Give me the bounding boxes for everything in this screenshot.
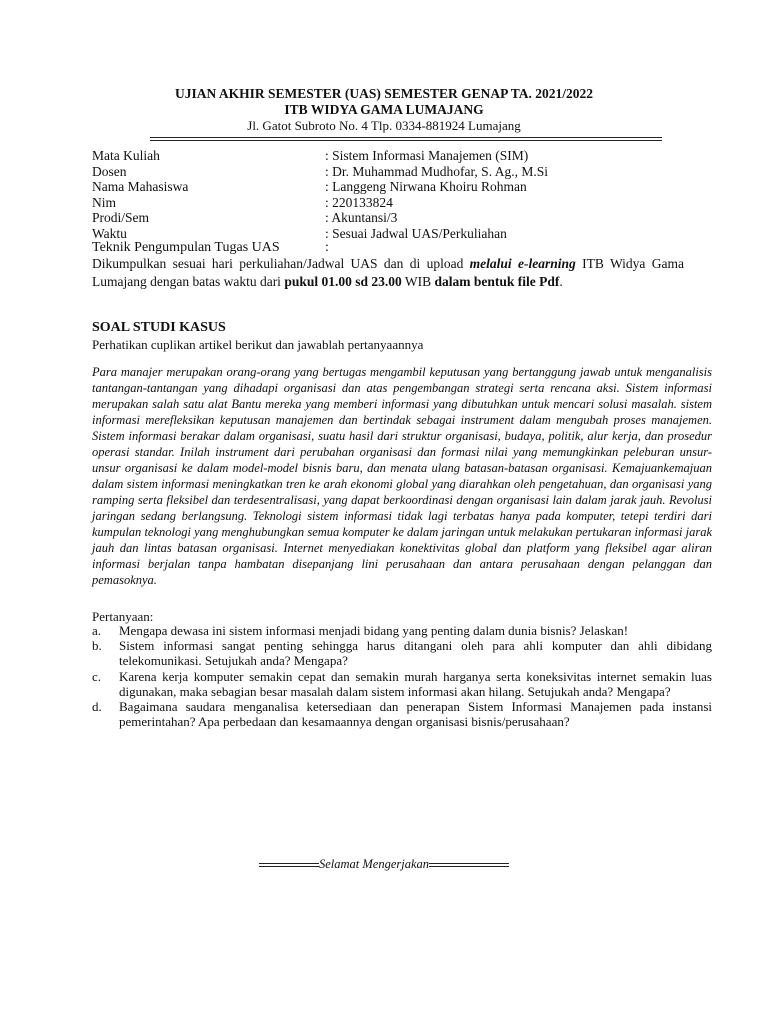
exam-info-table xyxy=(92,148,548,241)
info-row-nim xyxy=(92,195,548,211)
info-label: Nama Mahasiswa xyxy=(92,179,189,194)
question-item xyxy=(92,623,712,638)
info-value: : Dr. Muhammad Mudhofar, S. Ag., M.Si xyxy=(325,163,548,179)
info-row-prodi xyxy=(92,210,548,226)
case-study-instruction: Perhatikan cuplikan artikel berikut dan jawablah pertanyaannya xyxy=(92,337,424,352)
question-list xyxy=(92,623,712,729)
header-divider xyxy=(150,137,662,141)
info-row-lecturer xyxy=(92,164,548,180)
question-text: Karena kerja komputer semakin cepat dan semakin murah harganya serta koneksivitas internet semakin luas digunakan, maka sebagian besar masalah dalam sistem informasi akan hilang. Setujukah anda? Mengapa? xyxy=(119,668,712,699)
info-label: Nim xyxy=(92,194,117,210)
info-row-submission-technique xyxy=(92,240,329,256)
case-study-heading: SOAL STUDI KASUS xyxy=(92,320,226,335)
submission-text: . xyxy=(559,274,563,289)
question-number: d. xyxy=(92,699,102,715)
submission-text: ITB Widya Gama Lumajang dengan batas waktu dari xyxy=(92,256,684,289)
article-excerpt: Para manajer merupakan orang-orang yang bertugas mengambil keputusan yang bertanggung jawab untuk menganalisis tantangan-tantangan yang dihadapi organisasi dan atas pengembangan strategi serta rencana aksi. Sistem informasi merupakan salah satu alat Bantu mereka yang memberi informasi yang dibutuhkan untuk mencari solusi masalah. sistem informasi merefleksikan keputusan manajemen dan bertindak sebagai instrument dalam mengubah proses manajemen. Sistem informasi berakar dalam organisasi, suatu hasil dari struktur organisasi, budaya, politik, alur kerja, dan prosedur operasi standar. Inilah instrument dari perubahan organisasi dan formasi nilai yang memungkinkan peleburan unsur-unsur organisasi ke dalam model-model bisnis baru, dan menata ulang batasan-batasan organisasi. Kemajuankemajuan dalam sistem informasi meningkatkan tren ke arah ekonomi global yang diarahkan oleh pengetahuan, dan organisasi yang ramping serta fleksibel dan terdesentralisasi, yang dapat berkoordinasi dengan organisasi lain dalam jarak jauh. Revolusi jaringan sedang berlangsung. Teknologi sistem informasi tidak lagi terbatas hanya pada komputer, tetepi terdiri dari kumpulan teknologi yang menghubungkan semua komputer ke dalam jaringan untuk melakukan pertukaran informasi jarak jauh dan lintas batasan organisasi. Internet menyediakan konektivitas global dan platform yang fleksibel agar aliran informasi berjalan tanpa hambatan disepanjang lini perusahaan dan antara perusahaan dengan pelanggan dan pemasoknya. xyxy=(92,365,712,587)
submission-instructions xyxy=(92,255,684,291)
institution-address: Jl. Gatot Subroto No. 4 Tlp. 0334-881924 Lumajang xyxy=(247,118,521,133)
institution-name: ITB WIDYA GAMA LUMAJANG xyxy=(284,102,484,117)
closing-text: Selamat Mengerjakan xyxy=(318,857,430,871)
info-value: : Sistem Informasi Manajemen (SIM) xyxy=(325,148,529,163)
submission-emphasis: melalui e-learning xyxy=(469,256,576,271)
info-label: Teknik Pengumpulan Tugas UAS xyxy=(92,240,280,255)
question-item xyxy=(92,699,712,729)
question-number: a. xyxy=(92,623,102,638)
closing-rule-right xyxy=(429,863,509,867)
question-text: Mengapa dewasa ini sistem informasi menjadi bidang yang penting dalam dunia bisnis? Jelaskan! xyxy=(119,623,629,638)
question-number: b. xyxy=(92,638,102,654)
info-row-student-name xyxy=(92,179,548,195)
submission-format: dalam bentuk file Pdf xyxy=(434,274,560,289)
info-label: Mata Kuliah xyxy=(92,148,160,163)
info-label: Waktu xyxy=(92,225,127,241)
exam-title: UJIAN AKHIR SEMESTER (UAS) SEMESTER GENAP TA. 2021/2022 xyxy=(174,86,594,101)
submission-text: Dikumpulkan sesuai hari perkuliahan/Jadwal UAS dan di upload xyxy=(92,256,470,271)
info-value: : Langgeng Nirwana Khoiru Rohman xyxy=(325,179,527,194)
info-label: Prodi/Sem xyxy=(92,210,150,225)
closing-rule-left xyxy=(259,863,319,867)
question-text: Sistem informasi sangat penting sehingga harus ditangani oleh para ahli komputer dan ahli dibidang telekomunikasi. Setujukah anda? Mengapa? xyxy=(119,638,712,669)
question-text: Bagaimana saudara menganalisa ketersediaan dan penerapan Sistem Informasi Manajemen pada instansi pemerintahan? Apa perbedaan dan kesamaannya dengan organisasi bisnis/perusahaan? xyxy=(119,699,712,730)
info-value: : Sesuai Jadwal UAS/Perkuliahan xyxy=(325,225,507,241)
info-value: : Akuntansi/3 xyxy=(325,210,398,225)
closing-message xyxy=(0,857,768,872)
submission-deadline: pukul 01.00 sd 23.00 xyxy=(284,274,402,289)
submission-text: WIB xyxy=(401,274,435,289)
questions-label: Pertanyaan: xyxy=(92,609,154,624)
question-item xyxy=(92,638,712,668)
info-value: : xyxy=(325,240,329,255)
info-label: Dosen xyxy=(92,163,127,179)
info-value: : 220133824 xyxy=(325,194,393,210)
question-number: c. xyxy=(92,668,102,684)
question-item xyxy=(92,669,712,699)
info-row-course xyxy=(92,148,548,164)
info-row-time xyxy=(92,226,548,242)
